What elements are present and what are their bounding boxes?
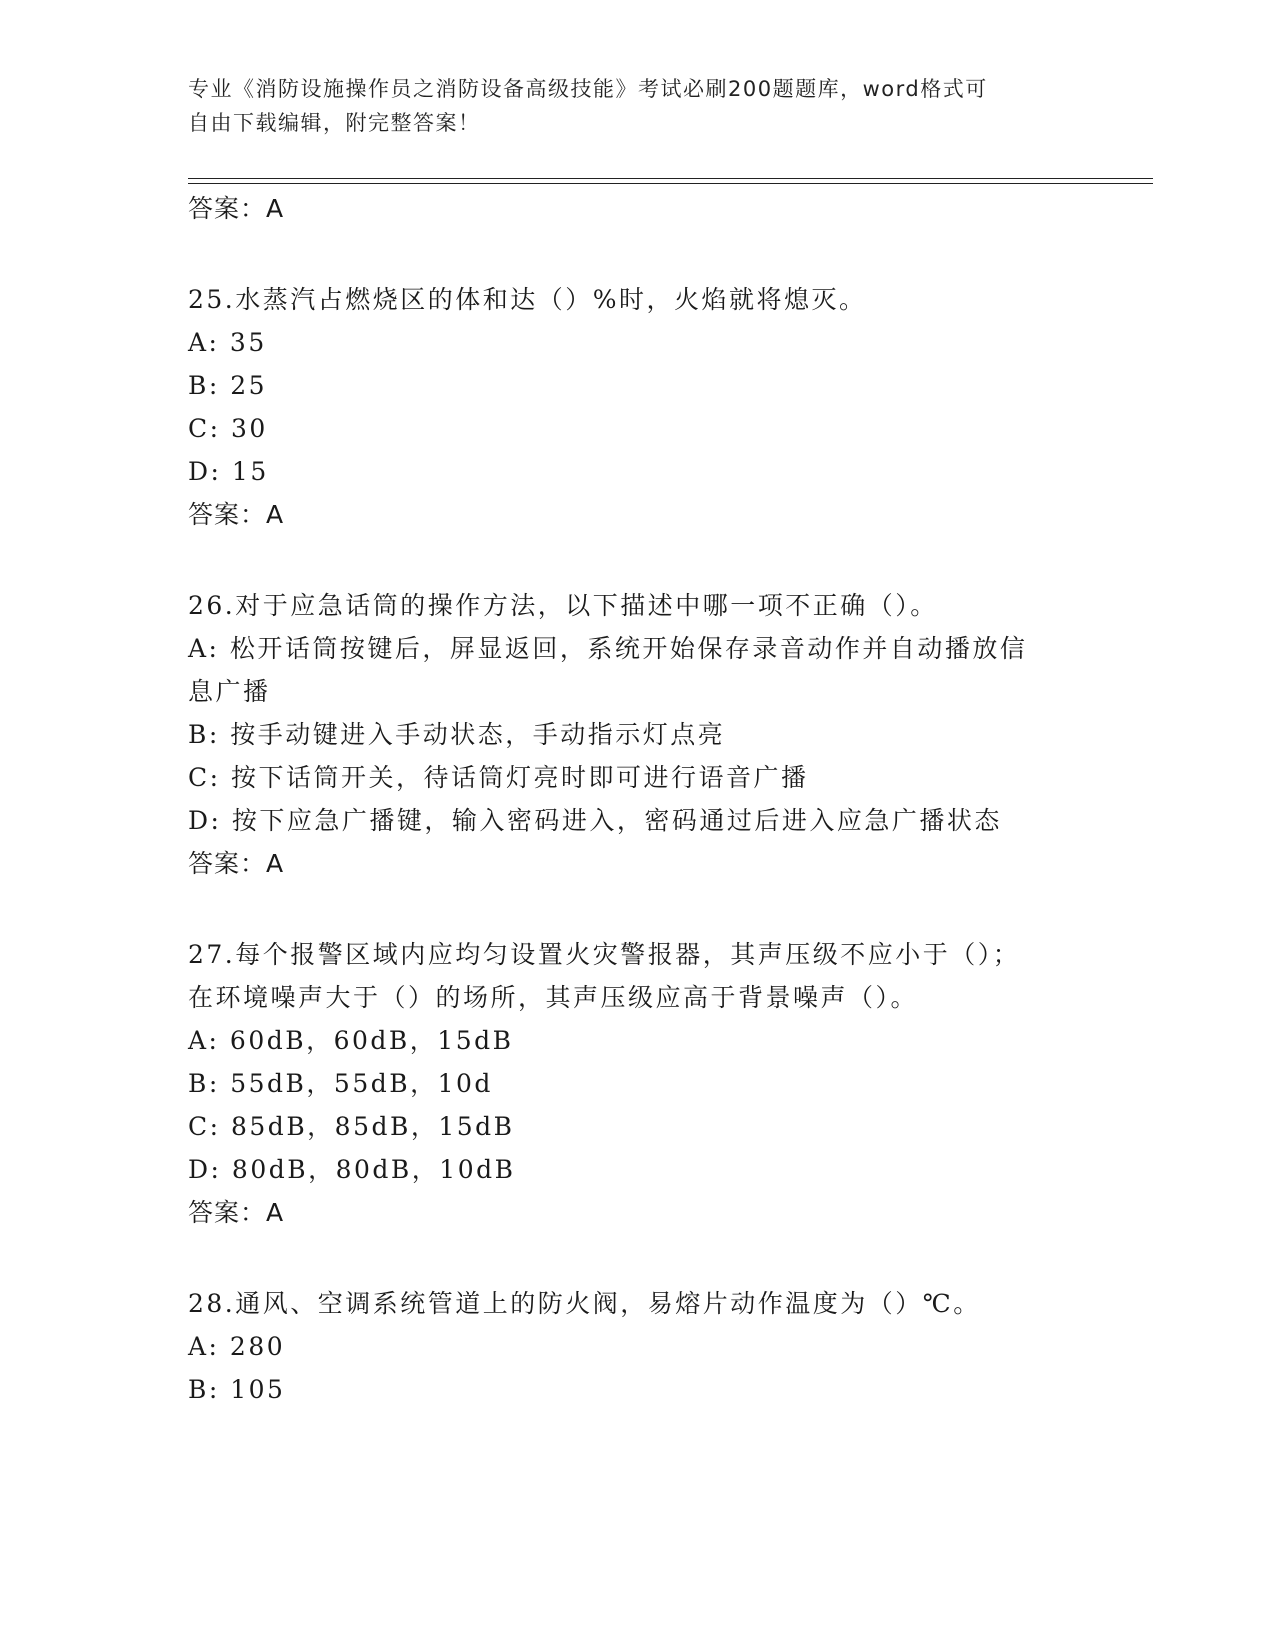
question-26-stem: 26.对于应急话筒的操作方法，以下描述中哪一项不正确（）。 xyxy=(188,591,938,620)
answer-line: 答案：A xyxy=(188,194,285,223)
question-27-stem-1: 27.每个报警区域内应均匀设置火灾警报器，其声压级不应小于（）； xyxy=(188,940,1021,969)
question-26-option-d: D: 按下应急广播键，输入密码进入，密码通过后进入应急广播状态 xyxy=(188,806,1002,835)
question-27-option-a: A: 60dB，60dB，15dB xyxy=(188,1026,514,1055)
question-26-option-c: C: 按下话筒开关，待话筒灯亮时即可进行语音广播 xyxy=(188,763,809,792)
question-27-stem-2: 在环境噪声大于（）的场所，其声压级应高于背景噪声（）。 xyxy=(188,983,919,1012)
question-27-option-d: D: 80dB，80dB，10dB xyxy=(188,1155,516,1184)
header-line-2: 自由下载编辑，附完整答案！ xyxy=(188,111,481,135)
question-26-option-a: A: 松开话筒按键后，屏显返回，系统开始保存录音动作并自动播放信 xyxy=(188,634,1028,663)
header-divider-top xyxy=(188,178,1153,179)
question-27-option-b: B: 55dB，55dB，10d xyxy=(188,1069,493,1098)
question-28-stem: 28.通风、空调系统管道上的防火阀，易熔片动作温度为（）℃。 xyxy=(188,1289,981,1318)
question-25-option-b: B: 25 xyxy=(188,371,268,400)
header-line-1: 专业《消防设施操作员之消防设备高级技能》考试必刷200题题库，word格式可 xyxy=(188,77,988,101)
question-25-stem: 25.水蒸汽占燃烧区的体和达（）%时，火焰就将熄灭。 xyxy=(188,285,867,314)
question-25-option-a: A: 35 xyxy=(188,328,267,357)
question-26-option-b: B: 按手动键进入手动状态，手动指示灯点亮 xyxy=(188,720,726,749)
question-25-option-d: D: 15 xyxy=(188,457,269,486)
question-26-option-a-cont: 息广播 xyxy=(188,677,271,706)
question-25-answer: 答案：A xyxy=(188,500,285,529)
question-27-answer: 答案：A xyxy=(188,1198,285,1227)
document-header xyxy=(188,72,1088,140)
question-28-option-b: B: 105 xyxy=(188,1375,286,1404)
question-26-answer: 答案：A xyxy=(188,849,285,878)
question-25-option-c: C: 30 xyxy=(188,414,268,443)
question-27-option-c: C: 85dB，85dB，15dB xyxy=(188,1112,515,1141)
question-28-option-a: A: 280 xyxy=(188,1332,286,1361)
header-divider-bottom xyxy=(188,183,1153,184)
